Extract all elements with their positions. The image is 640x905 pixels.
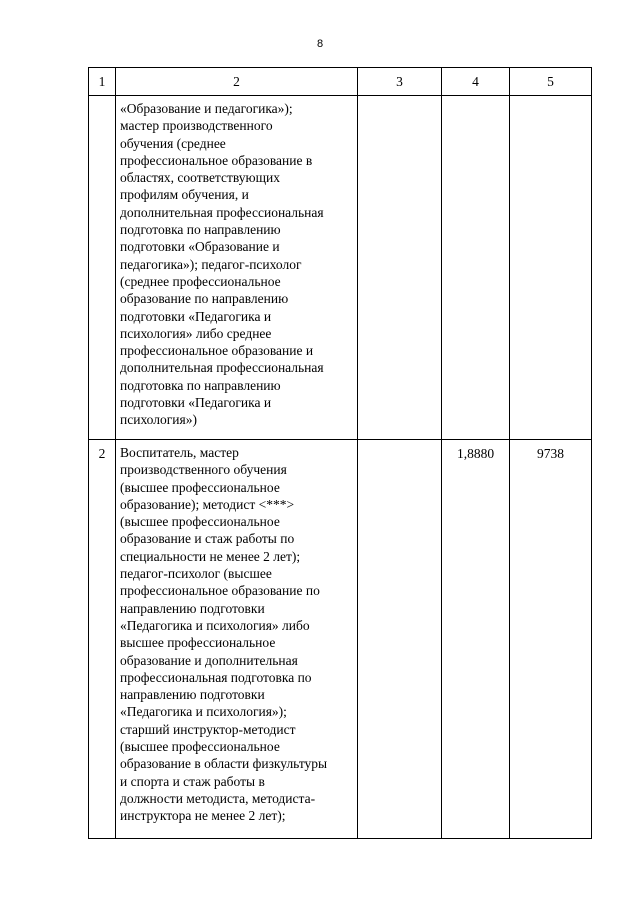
col3-cell (358, 440, 442, 839)
page-number: 8 (316, 38, 324, 50)
document-table (88, 67, 592, 839)
table-row (89, 440, 592, 839)
position-description-text: «Образование и педагогика»); мастер производственного обучения (среднее профессиональное образование в областях, соответствующих профилям обучения, и дополнительная профессиональная подготовка по направлению подготовки «Образование и педагогика»); педагог-психолог (среднее профессиональное образование по направлению подготовки «Педагогика и психология» либо среднее профессиональное образование и дополнительная профессиональная подготовка по направлению подготовки «Педагогика и психология») (120, 101, 324, 428)
coefficient-cell (442, 96, 510, 440)
header-cell-1: 1 (89, 68, 116, 96)
position-description-cell (116, 440, 358, 839)
header-cell-5: 5 (510, 68, 592, 96)
position-description-cell (116, 96, 358, 440)
salary-cell (510, 96, 592, 440)
salary-cell: 9738 (510, 440, 592, 839)
position-description-text: Воспитатель, мастер производственного обучения (высшее профессиональное образование); методист <***> (высшее профессиональное образование и стаж работы по специальности не менее 2 лет); педагог-психолог (высшее профессиональное образование по направлению подготовки «Педагогика и психология» либо высшее профессиональное образование и дополнительная профессиональная подготовка по направлению подготовки «Педагогика и психология»); старший инструктор-методист (высшее профессиональное образование в области физкультуры и спорта и стаж работы в должности методиста, методиста- инструктора не менее 2 лет); (120, 445, 328, 824)
header-cell-3: 3 (358, 68, 442, 96)
row-number-cell: 2 (89, 440, 116, 839)
table-header-row (89, 68, 592, 96)
header-cell-4: 4 (442, 68, 510, 96)
coefficient-cell: 1,8880 (442, 440, 510, 839)
col3-cell (358, 96, 442, 440)
row-number-cell (89, 96, 116, 440)
table-row (89, 96, 592, 440)
header-cell-2: 2 (116, 68, 358, 96)
